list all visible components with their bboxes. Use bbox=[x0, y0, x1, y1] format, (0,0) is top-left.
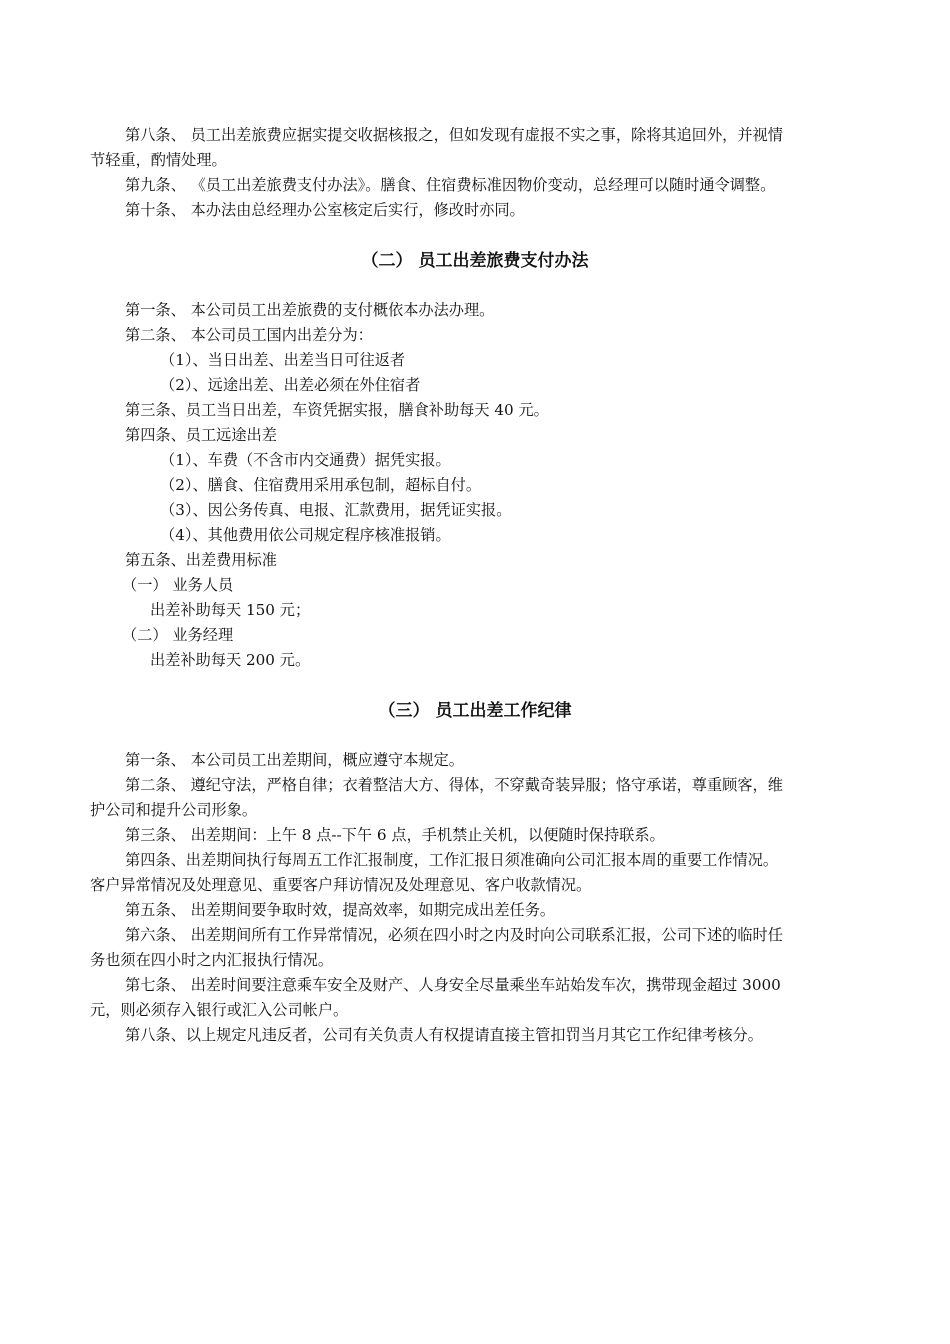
s2-article-4: 第四条、员工远途出差 bbox=[125, 426, 277, 444]
s2-category-staff: （一） 业务人员 bbox=[122, 576, 234, 594]
s2-article-4-item-1: （1）、车费（不含市内交通费）据凭实报。 bbox=[160, 451, 451, 469]
s2-article-4-item-3: （3）、因公务传真、电报、汇款费用，据凭证实报。 bbox=[160, 501, 512, 519]
s3-article-8: 第八条、以上规定凡违反者，公司有关负责人有权提请直接主管扣罚当月其它工作纪律考核分。 bbox=[125, 1026, 763, 1044]
s3-article-6-line-1: 第六条、 出差期间所有工作异常情况，必须在四小时之内及时向公司联系汇报，公司下述的临时任 bbox=[125, 926, 783, 944]
s2-article-2-item-1: （1）、当日出差、出差当日可往返者 bbox=[160, 351, 406, 369]
s2-article-4-item-2: （2）、膳食、住宿费用采用承包制，超标自付。 bbox=[160, 476, 482, 494]
s2-article-5: 第五条、出差费用标准 bbox=[125, 551, 277, 569]
s2-allowance-staff: 出差补助每天 150 元； bbox=[150, 601, 311, 619]
s2-article-2: 第二条、 本公司员工国内出差分为： bbox=[125, 326, 373, 344]
s3-article-3: 第三条、 出差期间：上午 8 点--下午 6 点，手机禁止关机，以便随时保持联系。 bbox=[125, 826, 665, 844]
s3-article-7-line-1: 第七条、 出差时间要注意乘车安全及财产、人身安全尽量乘坐车站始发车次，携带现金超过 3000 bbox=[125, 976, 781, 994]
section-3-heading: （三） 员工出差工作纪律 bbox=[378, 701, 572, 721]
s3-article-6-line-2: 务也须在四小时之内汇报执行情况。 bbox=[90, 951, 333, 969]
s2-article-3: 第三条、员工当日出差，车资凭据实报，膳食补助每天 40 元。 bbox=[125, 401, 549, 419]
article-8-line-2: 节轻重，酌情处理。 bbox=[90, 151, 227, 169]
s3-article-4-line-2: 客户异常情况及处理意见、重要客户拜访情况及处理意见、客户收款情况。 bbox=[90, 876, 592, 894]
section-2-heading: （二） 员工出差旅费支付办法 bbox=[361, 251, 589, 271]
article-9: 第九条、 《员工出差旅费支付办法》。膳食、住宿费标准因物价变动，总经理可以随时通令调整。 bbox=[125, 176, 776, 194]
s2-article-4-item-4: （4）、其他费用依公司规定程序核准报销。 bbox=[160, 526, 451, 544]
s3-article-7-line-2: 元，则必须存入银行或汇入公司帐户。 bbox=[90, 1001, 349, 1019]
s2-article-1: 第一条、 本公司员工出差旅费的支付概依本办法办理。 bbox=[125, 301, 495, 319]
s3-article-5: 第五条、 出差期间要争取时效，提高效率，如期完成出差任务。 bbox=[125, 901, 556, 919]
article-8-line-1: 第八条、 员工出差旅费应据实提交收据核报之，但如发现有虚报不实之事，除将其追回外，并视情 bbox=[125, 126, 783, 144]
s2-allowance-manager: 出差补助每天 200 元。 bbox=[150, 651, 311, 669]
s2-article-2-item-2: （2）、远途出差、出差必须在外住宿者 bbox=[160, 376, 421, 394]
s3-article-2-line-1: 第二条、 遵纪守法，严格自律；衣着整洁大方、得体，不穿戴奇装异服；恪守承诺，尊重顾客，维 bbox=[125, 776, 783, 794]
s3-article-1: 第一条、 本公司员工出差期间，概应遵守本规定。 bbox=[125, 751, 464, 769]
article-10: 第十条、 本办法由总经理办公室核定后实行，修改时亦同。 bbox=[125, 201, 525, 219]
s2-category-manager: （二） 业务经理 bbox=[122, 626, 234, 644]
s3-article-4-line-1: 第四条、出差期间执行每周五工作汇报制度，工作汇报日须准确向公司汇报本周的重要工作情况。 bbox=[125, 851, 779, 869]
s3-article-2-line-2: 护公司和提升公司形象。 bbox=[90, 801, 258, 819]
